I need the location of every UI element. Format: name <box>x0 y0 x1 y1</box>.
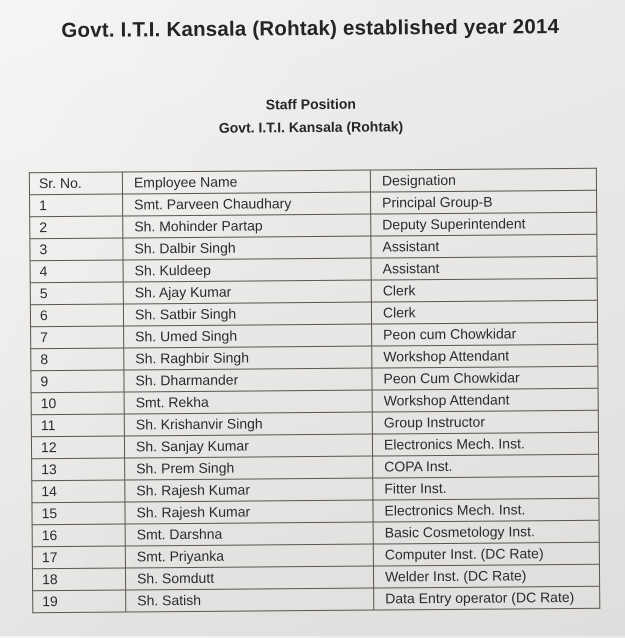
sr-no-cell: 1 <box>30 194 123 217</box>
employee-name-cell: Sh. Ajay Kumar <box>123 280 371 304</box>
sr-no-cell: 5 <box>30 282 123 305</box>
employee-name-cell: Sh. Krishanvir Singh <box>124 412 372 436</box>
employee-name-cell: Sh. Satbir Singh <box>123 302 371 326</box>
designation-cell: Clerk <box>371 278 597 302</box>
employee-name-cell: Sh. Kuldeep <box>123 258 371 282</box>
designation-cell: Electronics Mech. Inst. <box>372 432 598 456</box>
designation-cell: Data Entry operator (DC Rate) <box>374 586 600 610</box>
table-row <box>33 586 600 612</box>
sr-no-cell: 4 <box>30 260 123 283</box>
sr-no-cell: 17 <box>32 546 125 569</box>
designation-cell: Workshop Attendant <box>372 344 598 368</box>
sr-no-cell: 12 <box>31 436 124 459</box>
employee-name-cell: Smt. Rekha <box>124 390 372 414</box>
employee-name-cell: Sh. Umed Singh <box>124 324 372 348</box>
designation-cell: Principal Group-B <box>371 190 597 214</box>
employee-name-cell: Sh. Dharmander <box>124 368 372 392</box>
employee-name-cell: Sh. Rajesh Kumar <box>125 478 373 502</box>
employee-name-cell: Sh. Dalbir Singh <box>123 236 371 260</box>
sr-no-cell: 18 <box>32 568 125 591</box>
staff-table <box>29 168 600 613</box>
designation-cell: Welder Inst. (DC Rate) <box>373 564 599 588</box>
employee-name-cell: Sh. Prem Singh <box>125 456 373 480</box>
document-title: Govt. I.T.I. Kansala (Rohtak) established year 2014 <box>61 15 560 42</box>
designation-cell: Clerk <box>371 300 597 324</box>
designation-cell: Deputy Superintendent <box>371 212 597 236</box>
designation-cell: Workshop Attendant <box>372 388 598 412</box>
table-body <box>30 190 600 612</box>
sr-no-cell: 14 <box>32 480 125 503</box>
designation-cell: Peon cum Chowkidar <box>372 322 598 346</box>
designation-cell: Basic Cosmetology Inst. <box>373 520 599 544</box>
employee-name-cell: Smt. Darshna <box>125 522 373 546</box>
sr-no-cell: 10 <box>31 392 124 415</box>
subtitle-institute-name: Govt. I.T.I. Kansala (Rohtak) <box>218 118 404 136</box>
designation-cell: Fitter Inst. <box>373 476 599 500</box>
designation-cell: Assistant <box>371 234 597 258</box>
employee-name-cell: Sh. Somdutt <box>125 566 373 590</box>
sr-no-cell: 7 <box>31 326 124 349</box>
designation-cell: Group Instructor <box>372 410 598 434</box>
sr-no-cell: 9 <box>31 370 124 393</box>
sr-no-cell: 6 <box>30 304 123 327</box>
employee-name-cell: Sh. Rajesh Kumar <box>125 500 373 524</box>
designation-cell: Electronics Mech. Inst. <box>373 498 599 522</box>
employee-name-cell: Sh. Mohinder Partap <box>123 214 371 238</box>
employee-name-cell: Sh. Sanjay Kumar <box>124 434 372 458</box>
column-header-employee-name: Employee Name <box>122 170 370 194</box>
subtitle-staff-position: Staff Position <box>265 95 356 113</box>
employee-name-cell: Sh. Raghbir Singh <box>124 346 372 370</box>
sr-no-cell: 19 <box>33 590 126 613</box>
designation-cell: COPA Inst. <box>373 454 599 478</box>
sr-no-cell: 3 <box>30 238 123 261</box>
sr-no-cell: 11 <box>31 414 124 437</box>
designation-cell: Assistant <box>371 256 597 280</box>
employee-name-cell: Sh. Satish <box>126 588 374 612</box>
sr-no-cell: 13 <box>32 458 125 481</box>
designation-cell: Peon Cum Chowkidar <box>372 366 598 390</box>
sr-no-cell: 2 <box>30 216 123 239</box>
column-header-designation: Designation <box>370 168 596 192</box>
document-subtitles <box>0 91 624 142</box>
designation-cell: Computer Inst. (DC Rate) <box>373 542 599 566</box>
column-header-sr-no: Sr. No. <box>29 172 122 195</box>
sr-no-cell: 16 <box>32 524 125 547</box>
sr-no-cell: 8 <box>31 348 124 371</box>
employee-name-cell: Smt. Priyanka <box>125 544 373 568</box>
employee-name-cell: Smt. Parveen Chaudhary <box>123 192 371 216</box>
sr-no-cell: 15 <box>32 502 125 525</box>
